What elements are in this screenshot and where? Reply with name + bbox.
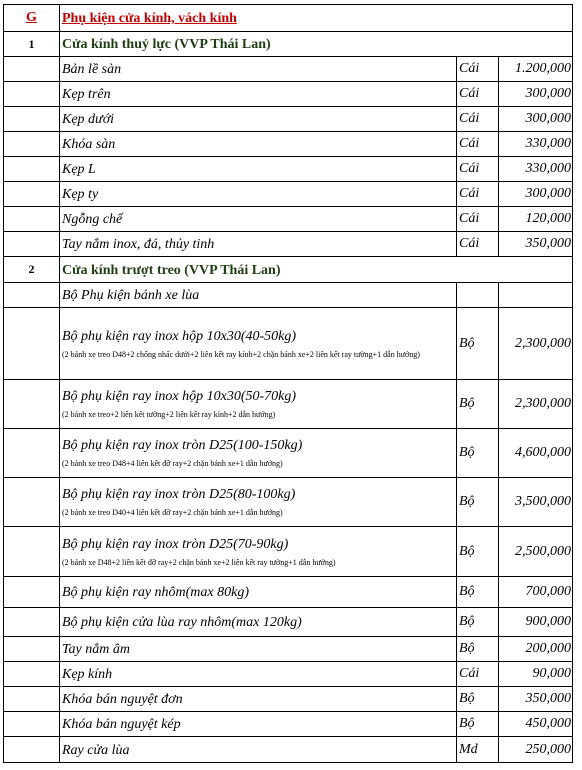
item-price: 900,000 [499, 608, 573, 637]
item-name-cell [60, 308, 457, 380]
table-row [4, 57, 573, 82]
item-unit: Bộ [457, 608, 499, 637]
item-name-cell [60, 637, 457, 662]
index-cell [4, 207, 60, 232]
item-name: Khóa bán nguyệt kép [62, 717, 181, 732]
item-note: (2 bánh xe treo+2 liên kết tường+2 liên kết ray kính+2 dẫn hướng) [62, 410, 276, 419]
item-price: 350,000 [499, 232, 573, 257]
item-name-cell [60, 182, 457, 207]
table-row [4, 82, 573, 107]
item-price: 4,600,000 [499, 429, 573, 478]
item-name-cell [60, 712, 457, 737]
item-name: Bộ phụ kiện cửa lùa ray nhôm(max 120kg) [62, 615, 302, 630]
table-row [4, 577, 573, 608]
item-price: 450,000 [499, 712, 573, 737]
item-unit: Cái [457, 157, 499, 182]
item-unit: Cái [457, 232, 499, 257]
item-unit: Cái [457, 82, 499, 107]
table-row [4, 283, 573, 308]
item-name: Ray cửa lùa [62, 742, 130, 758]
group-title: Cửa kính thuỷ lực (VVP Thái Lan) [62, 37, 271, 52]
item-price: 3,500,000 [499, 478, 573, 527]
item-name: Kẹp kính [62, 667, 113, 682]
item-price: 350,000 [499, 687, 573, 712]
index-cell [4, 308, 60, 380]
item-name: Khóa bán nguyệt đơn [62, 692, 183, 707]
table-row [4, 308, 573, 380]
item-note: (2 bánh xe D48+2 liên kết đỡ ray+2 chặn bánh xe+2 liên kết ray tường+1 dẫn hướng) [62, 557, 336, 567]
item-price: 2,500,000 [499, 527, 573, 577]
item-unit: Md [457, 737, 499, 763]
item-name: Kẹp trên [62, 87, 111, 102]
item-name-cell [60, 207, 457, 232]
item-name-cell [60, 527, 457, 577]
price-table [3, 4, 573, 763]
item-name: Bộ phụ kiện ray inox tròn D25(80-100kg) [62, 487, 296, 502]
section-title: Phụ kiện cửa kính, vách kính [62, 11, 237, 26]
table-row [4, 207, 573, 232]
item-name-cell [60, 82, 457, 107]
item-unit: Bộ [457, 527, 499, 577]
item-unit: Bộ [457, 380, 499, 429]
index-cell [4, 82, 60, 107]
item-name: Khóa sàn [62, 137, 116, 152]
item-name-cell [60, 283, 457, 308]
group-title: Cửa kính trượt treo (VVP Thái Lan) [62, 262, 281, 278]
item-name: Kẹp dưới [62, 112, 115, 127]
item-unit: Cái [457, 57, 499, 82]
table-row [4, 429, 573, 478]
table-row [4, 687, 573, 712]
index-cell [4, 662, 60, 687]
item-price: 90,000 [499, 662, 573, 687]
item-unit: Cái [457, 107, 499, 132]
group-row [4, 257, 573, 283]
item-unit: Bộ [457, 637, 499, 662]
section-code-cell [4, 5, 60, 32]
item-name: Ngỗng chế [62, 212, 123, 227]
index-cell [4, 283, 60, 308]
item-price: 300,000 [499, 82, 573, 107]
item-name: Bộ phụ kiện ray nhôm(max 80kg) [62, 585, 250, 600]
item-price: 1.200,000 [499, 57, 573, 82]
table-row [4, 527, 573, 577]
item-price: 700,000 [499, 577, 573, 608]
section-row [4, 5, 573, 32]
index-cell [4, 380, 60, 429]
section-code: G [26, 10, 37, 25]
group-row [4, 32, 573, 57]
table-row [4, 380, 573, 429]
item-price [499, 283, 573, 308]
index-cell [4, 107, 60, 132]
item-name-cell [60, 232, 457, 257]
item-note: (2 bánh xe treo D40+4 liên kết đỡ ray+2 chặn bánh xe+1 dẫn hướng) [62, 508, 283, 517]
index-cell [4, 182, 60, 207]
table-row [4, 737, 573, 763]
table-row [4, 232, 573, 257]
item-price: 300,000 [499, 182, 573, 207]
item-name-cell [60, 478, 457, 527]
item-unit: Cái [457, 207, 499, 232]
item-name-cell [60, 687, 457, 712]
group-index: 1 [4, 32, 60, 57]
index-cell [4, 608, 60, 637]
index-cell [4, 132, 60, 157]
index-cell [4, 478, 60, 527]
item-name-cell [60, 380, 457, 429]
index-cell [4, 687, 60, 712]
table-row [4, 182, 573, 207]
item-unit: Cái [457, 132, 499, 157]
table-row [4, 157, 573, 182]
item-name-cell [60, 608, 457, 637]
item-name-cell [60, 662, 457, 687]
group-index: 2 [4, 257, 60, 283]
table-row [4, 478, 573, 527]
table-row [4, 107, 573, 132]
index-cell [4, 712, 60, 737]
item-unit: Bộ [457, 478, 499, 527]
item-name: Bộ phụ kiện ray inox tròn D25(70-90kg) [62, 536, 289, 552]
item-name-cell [60, 429, 457, 478]
item-name-cell [60, 57, 457, 82]
item-price: 300,000 [499, 107, 573, 132]
table-row [4, 712, 573, 737]
item-unit: Cái [457, 182, 499, 207]
item-price: 2,300,000 [499, 308, 573, 380]
item-unit [457, 283, 499, 308]
item-note: (2 bánh xe treo D48+4 liên kết đỡ ray+2 chặn bánh xe+1 dẫn hướng) [62, 459, 283, 468]
index-cell [4, 737, 60, 763]
item-name: Kẹp ty [62, 187, 99, 202]
item-unit: Bộ [457, 712, 499, 737]
table-row [4, 608, 573, 637]
item-unit: Cái [457, 662, 499, 687]
item-price: 200,000 [499, 637, 573, 662]
index-cell [4, 232, 60, 257]
item-name-cell [60, 132, 457, 157]
item-price: 330,000 [499, 157, 573, 182]
item-name: Bộ phụ kiện ray inox hộp 10x30(40-50kg) [62, 328, 297, 344]
item-name-cell [60, 577, 457, 608]
item-name-cell [60, 157, 457, 182]
item-name-cell [60, 107, 457, 132]
table-row [4, 662, 573, 687]
item-unit: Bộ [457, 577, 499, 608]
index-cell [4, 577, 60, 608]
group-title-cell [60, 257, 573, 283]
item-name: Kẹp L [62, 162, 96, 177]
item-price: 330,000 [499, 132, 573, 157]
item-name-cell [60, 737, 457, 763]
item-name: Bản lề sàn [62, 62, 122, 77]
item-name: Tay nắm âm [62, 642, 130, 657]
item-name: Tay nắm inox, đá, thủy tinh [62, 237, 215, 252]
group-title-cell [60, 32, 573, 57]
item-unit: Bộ [457, 429, 499, 478]
table-row [4, 132, 573, 157]
item-unit: Bộ [457, 308, 499, 380]
item-name: Bộ phụ kiện ray inox hộp 10x30(50-70kg) [62, 389, 297, 404]
table-row [4, 637, 573, 662]
item-name: Bộ Phụ kiện bánh xe lùa [62, 288, 200, 303]
index-cell [4, 429, 60, 478]
item-unit: Bộ [457, 687, 499, 712]
item-price: 250,000 [499, 737, 573, 763]
section-title-cell [60, 5, 573, 32]
item-name: Bộ phụ kiện ray inox tròn D25(100-150kg) [62, 438, 303, 453]
item-note: (2 bánh xe treo D48+2 chống nhấc dưới+2 liên kết ray kính+2 chặn bánh xe+2 liên kết ray tường+1 dẫn hướng) [62, 349, 420, 359]
index-cell [4, 157, 60, 182]
index-cell [4, 637, 60, 662]
index-cell [4, 527, 60, 577]
item-price: 120,000 [499, 207, 573, 232]
item-price: 2,300,000 [499, 380, 573, 429]
index-cell [4, 57, 60, 82]
